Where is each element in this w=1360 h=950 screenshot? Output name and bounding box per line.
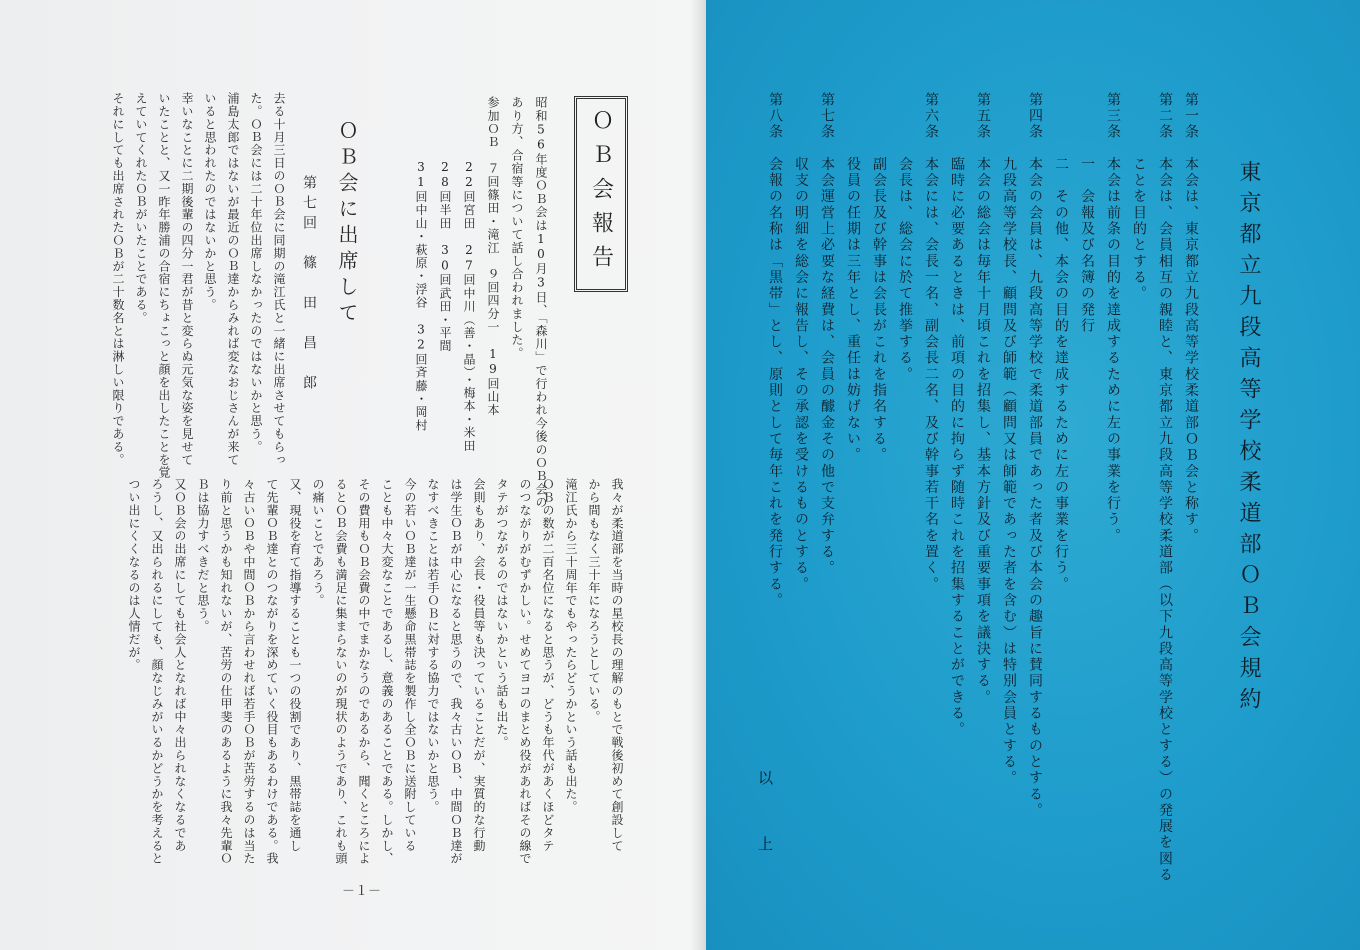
rule-line: 臨時に必要あるときは、前項の目的に拘らず随時これを招集することができる。: [949, 92, 965, 738]
body-line: 又、現役を育て指導することも一つの役割であり、黒帯誌を通し: [288, 478, 302, 853]
body-line: いると思われたのではないかと思う。: [203, 92, 217, 312]
rule-line: ことを目的とする。: [1131, 92, 1147, 302]
rule-line: 第八条 会報の名称は「黒帯」とし、原則として毎年これを発行する。: [767, 92, 783, 609]
body-line: 又ＯＢ会の出席にしても社会人となれば中々出られなくなるであ: [173, 478, 187, 853]
report-title: ＯＢ会報告: [588, 109, 614, 279]
body-line: ことも中々大変なことであるし、意義のあることである。しかし、: [380, 478, 394, 865]
rule-line: 第二条 本会は、会員相互の親睦と、東京都立九段高等学校柔道部（以下九段高等学校とする）の発展を図る: [1157, 92, 1173, 884]
intro-line: 参加ＯＢ ７回篠田・滝江 ９回四分一 19回山本: [486, 96, 500, 417]
body-line: 々古いＯＢや中間ＯＢから言わせれば若手ＯＢが苦労するのは当た: [242, 478, 256, 865]
body-line: り前と思うかも知れないが、苦労の仕甲斐のあるように我々先輩Ｏ: [219, 478, 233, 865]
rule-line: 一 会報及び名簿の発行: [1079, 92, 1095, 335]
body-line: いたことと、又一昨年勝浦の合宿にちょこっと顔を出したことを覚: [157, 92, 171, 479]
rule-line: 第一条 本会は、東京都立九段高等学校柔道部ＯＢ会と称す。: [1183, 92, 1199, 545]
body-line: Ｂは協力すべきだと思う。: [196, 478, 210, 633]
rule-line: 第三条 本会は前条の目的を達成するために左の事業を行う。: [1105, 92, 1121, 545]
intro-line: 28回半田 30回武田・平間: [438, 160, 452, 353]
intro-line: 31回中山・萩原・浮谷 32回斉藤・岡村: [414, 160, 428, 432]
rule-line: 会長は、総会に於て推挙する。: [897, 92, 913, 383]
closing-mark: 以 上: [756, 770, 774, 869]
intro-line: あり方、合宿等について話し合われました。: [510, 96, 524, 360]
rule-line: 第四条 本会の会員は、九段高等学校で柔道部員であった者及び本会の趣旨に賛同するものとする。: [1027, 92, 1043, 819]
body-line: つい出にくくなるのは人情だが。: [127, 478, 141, 672]
rule-line: 二 その他、本会の目的を達成するために左の事業を行う。: [1053, 92, 1069, 593]
rule-line: 九段高等学校長、顧問及び師範（顧問又は師範であった者を含む）は特別会員とする。: [1001, 92, 1017, 787]
rule-line: 副会長及び幹事は会長がこれを指名する。: [871, 92, 887, 464]
body-line: 我々が柔道部を当時の星校長の理解のもとで戦後初めて創設して: [610, 478, 624, 853]
body-line: るとＯＢ会費も満足に集まらないのが現状のようであり、これも頭: [334, 478, 348, 865]
body-line: の痛いことであろう。: [311, 478, 325, 607]
rule-line: 第七条 本会運営上必要な経費は、会員の醵金その他で支弁する。: [819, 92, 835, 577]
body-line: 今の若いＯＢ達が一生懸命黒帯誌を製作し全ＯＢに送附している: [403, 478, 417, 853]
body-line: 浦島太郎ではないが最近のＯＢ達からみれば変なおじさんが来て: [226, 92, 240, 467]
report-title-box: [574, 96, 628, 292]
page-number: －１－: [342, 884, 382, 899]
body-line: て先輩ＯＢ達とのつながりを深めていく役目もあるわけである。我: [265, 478, 279, 865]
body-line: それにしても出席されたＯＢが二十数名とは淋しい限りである。: [111, 92, 125, 467]
body-line: ＯＢの数が二百名位になると思うが、どうも年代があくほどタテ: [541, 478, 555, 853]
article-title: ＯＢ会に出席して: [335, 120, 359, 328]
rule-line: 収支の明細を総会に報告し、その承認を受けるものとする。: [793, 92, 809, 593]
body-line: 幸いなことに二期後輩の四分一君が昔と変らぬ元気な姿を見せて: [180, 92, 194, 467]
body-line: は学生ＯＢが中心になると思うので、我々古いＯＢ、中間ＯＢ達が: [449, 478, 463, 865]
article-author: 第七回 篠 田 昌 郎: [301, 175, 317, 395]
body-line: えていてくれたＯＢがいたことである。: [134, 92, 148, 325]
body-line: タテがつながるのではないかという話も出た。: [495, 478, 509, 749]
body-line: その費用もＯＢ会費の中でまかなうのであるから、聞くところによ: [357, 478, 371, 865]
rule-line: 役員の任期は三年とし、重任は妨げない。: [845, 92, 861, 464]
intro-line: 昭和56年度ＯＢ会は10月3日、「森川」で行われ今後のＯＢ会の: [534, 96, 548, 510]
body-line: 去る十月三日のＯＢ会に同期の滝江氏と一緒に出席させてもらっ: [272, 92, 286, 467]
rules-title: 東京都立九段高等学校柔道部ＯＢ会規約: [1236, 160, 1261, 718]
body-line: から間もなく三十年になろうとしている。: [587, 478, 601, 724]
body-line: ろうし、又出られるにしても、顔なじみがいるかどうかを考えると: [150, 478, 164, 865]
body-line: 滝江氏から三十周年でもやったらどうかという話も出た。: [564, 478, 578, 814]
body-line: 会則もあり、会長・役員等も決っていることだが、実質的な行動: [472, 478, 486, 853]
body-line: のつながりがむずかしい。せめてヨコのまとめ役があればその線で: [518, 478, 532, 865]
rule-line: 第五条 本会の総会は毎年十月頃これを招集し、基本方針及び重要事項を議決する。: [975, 92, 991, 706]
rule-line: 第六条 本会には、会長一名、副会長二名、及び幹事若干名を置く。: [923, 92, 939, 593]
body-line: た。ＯＢ会には二十年位出席しなかったのではないかと思う。: [249, 92, 263, 454]
intro-line: 22回宮田 27回中川（善・晶）・梅本・米田: [462, 160, 476, 453]
body-line: なすべきことは若手ＯＢに対する協力ではないかと思う。: [426, 478, 440, 814]
